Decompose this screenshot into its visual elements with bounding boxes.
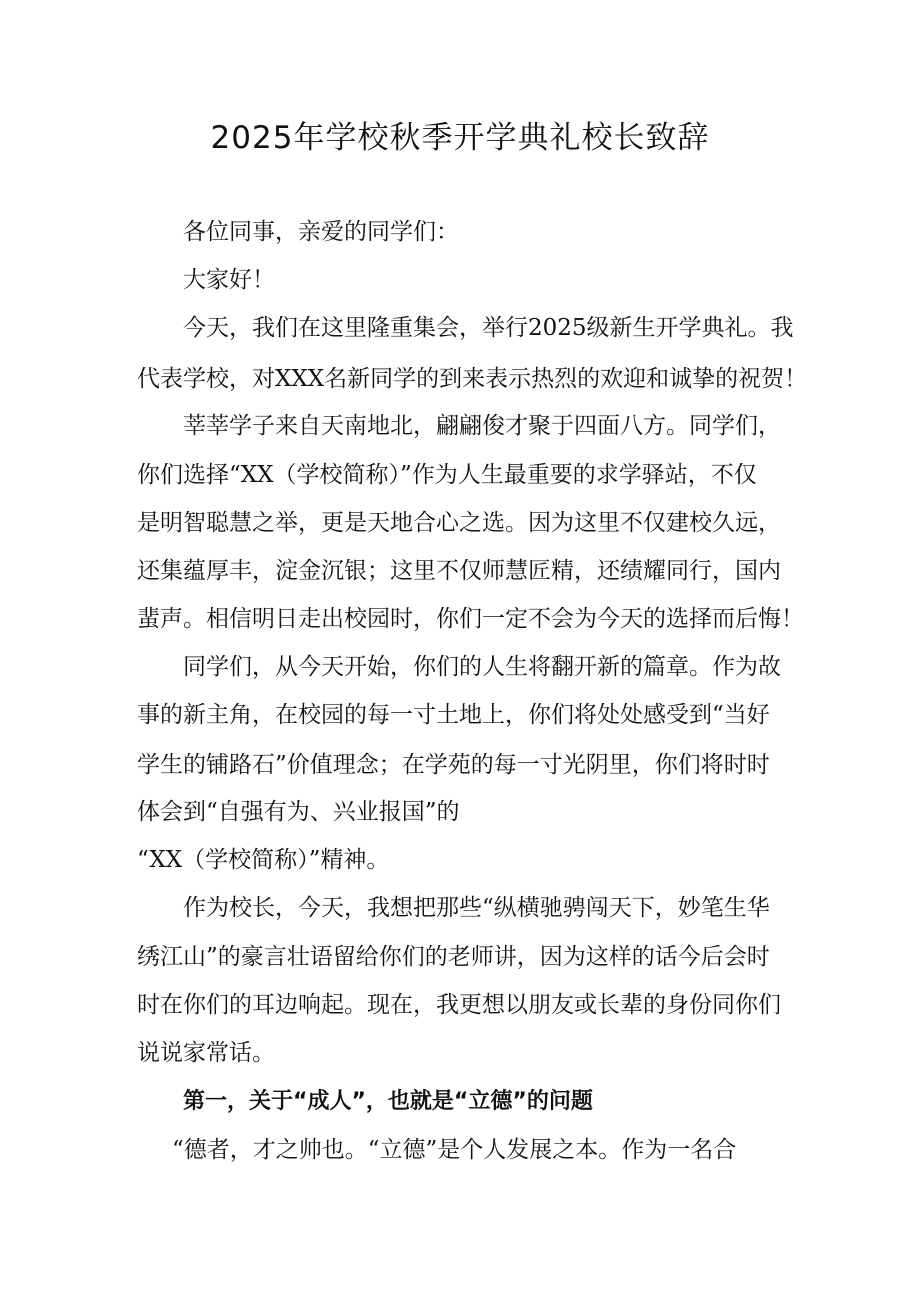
paragraph-line: 莘莘学子来自天南地北，翩翩俊才聚于四面八方。同学们， — [183, 413, 781, 439]
paragraph-line: 代表学校，对XXX名新同学的到来表示热烈的欢迎和诚挚的祝贺！ — [137, 366, 808, 392]
section-heading: 第一，关于“成人”，也就是“立德”的问题 — [183, 1089, 593, 1114]
greeting-line: 大家好！ — [183, 267, 275, 293]
paragraph-line: “德者，才之帅也。“立德”是个人发展之本。作为一名合 — [172, 1137, 737, 1163]
paragraph-line: 还集蕴厚丰，淀金沉银；这里不仅师慧匠精，还绩耀同行，国内 — [137, 558, 781, 584]
paragraph-line: 作为校长，今天，我想把那些“纵横驰骋闯天下，妙笔生华 — [183, 895, 770, 921]
paragraph-line: 是明智聪慧之举，更是天地合心之选。因为这里不仅建校久远， — [137, 510, 781, 536]
paragraph-line: 学生的铺路石”价值理念；在学苑的每一寸光阴里，你们将时时 — [137, 752, 770, 778]
paragraph-line: 说说家常话。 — [137, 1040, 275, 1066]
paragraph-line: 绣江山”的豪言壮语留给你们的老师讲，因为这样的话今后会时 — [137, 944, 770, 970]
paragraph-line: 时在你们的耳边响起。现在，我更想以朋友或长辈的身份同你们 — [137, 992, 781, 1018]
paragraph-line: “XX（学校简称）”精神。 — [137, 847, 390, 873]
paragraph-line: 同学们，从今天开始，你们的人生将翻开新的篇章。作为故 — [183, 654, 781, 680]
paragraph-line: 你们选择“XX（学校简称）”作为人生最重要的求学驿站，不仅 — [137, 462, 757, 488]
paragraph-line: 今天，我们在这里隆重集会，举行2025级新生开学典礼。我 — [183, 315, 794, 341]
document-title: 2025年学校秋季开学典礼校长致辞 — [210, 120, 710, 156]
salutation-line: 各位同事，亲爱的同学们： — [183, 219, 459, 245]
paragraph-line: 体会到“自强有为、兴业报国”的 — [137, 799, 460, 825]
paragraph-line: 蜚声。相信明日走出校园时，你们一定不会为今天的选择而后悔！ — [137, 606, 804, 632]
paragraph-line: 事的新主角，在校园的每一寸土地上，你们将处处感受到“当好 — [137, 702, 770, 728]
